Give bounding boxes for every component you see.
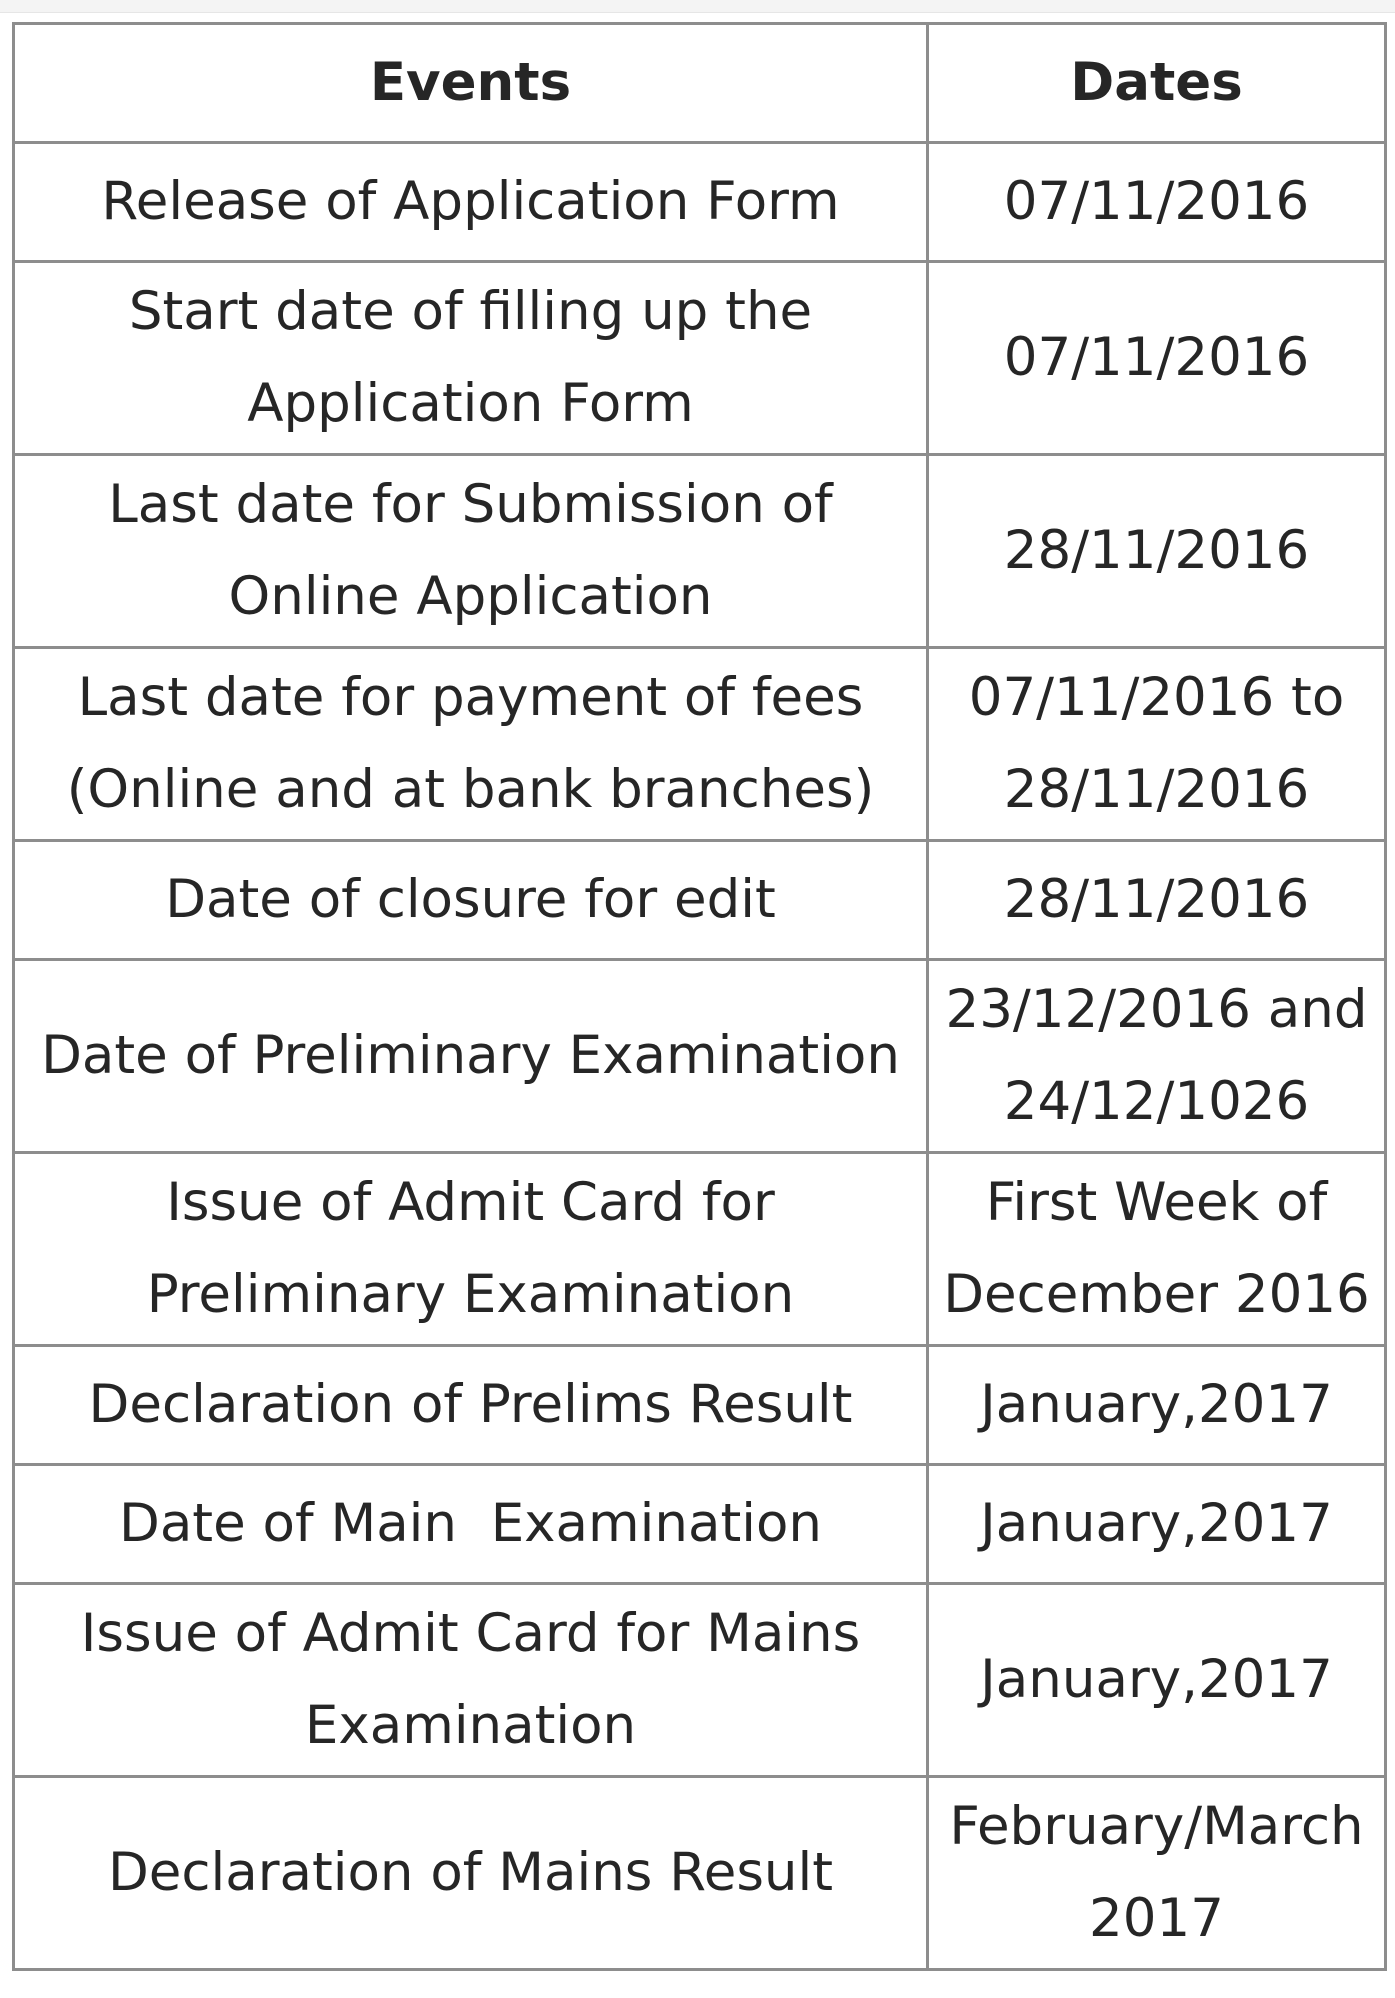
- date-cell: 28/11/2016: [928, 841, 1386, 960]
- header-events: Events: [14, 24, 928, 143]
- date-cell: 07/11/2016: [928, 143, 1386, 262]
- table-row: [14, 1584, 1386, 1777]
- event-cell: Date of Main Examination: [14, 1465, 928, 1584]
- date-cell: January,2017: [928, 1465, 1386, 1584]
- table-header-row: [14, 24, 1386, 143]
- header-dates: Dates: [928, 24, 1386, 143]
- table-row: [14, 262, 1386, 455]
- date-cell: First Week of December 2016: [928, 1153, 1386, 1346]
- table-row: [14, 1465, 1386, 1584]
- event-cell: Start date of filling up the Application Form: [14, 262, 928, 455]
- table-row: [14, 143, 1386, 262]
- event-cell: Date of closure for edit: [14, 841, 928, 960]
- date-cell: January,2017: [928, 1346, 1386, 1465]
- top-strip: [0, 0, 1395, 13]
- table-row: [14, 960, 1386, 1153]
- table-row: [14, 841, 1386, 960]
- event-cell: Declaration of Mains Result: [14, 1777, 928, 1970]
- table-row: [14, 1777, 1386, 1970]
- date-cell: 28/11/2016: [928, 455, 1386, 648]
- event-cell: Issue of Admit Card for Preliminary Examination: [14, 1153, 928, 1346]
- table-row: [14, 648, 1386, 841]
- date-cell: 23/12/2016 and 24/12/1026: [928, 960, 1386, 1153]
- table-row: [14, 1153, 1386, 1346]
- event-cell: Declaration of Prelims Result: [14, 1346, 928, 1465]
- date-cell: 07/11/2016 to 28/11/2016: [928, 648, 1386, 841]
- event-cell: Last date for Submission of Online Application: [14, 455, 928, 648]
- date-cell: January,2017: [928, 1584, 1386, 1777]
- event-cell: Date of Preliminary Examination: [14, 960, 928, 1153]
- date-cell: February/March 2017: [928, 1777, 1386, 1970]
- table-row: [14, 1346, 1386, 1465]
- event-cell: Issue of Admit Card for Mains Examination: [14, 1584, 928, 1777]
- date-cell: 07/11/2016: [928, 262, 1386, 455]
- events-dates-table: [12, 22, 1387, 1971]
- table-row: [14, 455, 1386, 648]
- event-cell: Release of Application Form: [14, 143, 928, 262]
- event-cell: Last date for payment of fees (Online and at bank branches): [14, 648, 928, 841]
